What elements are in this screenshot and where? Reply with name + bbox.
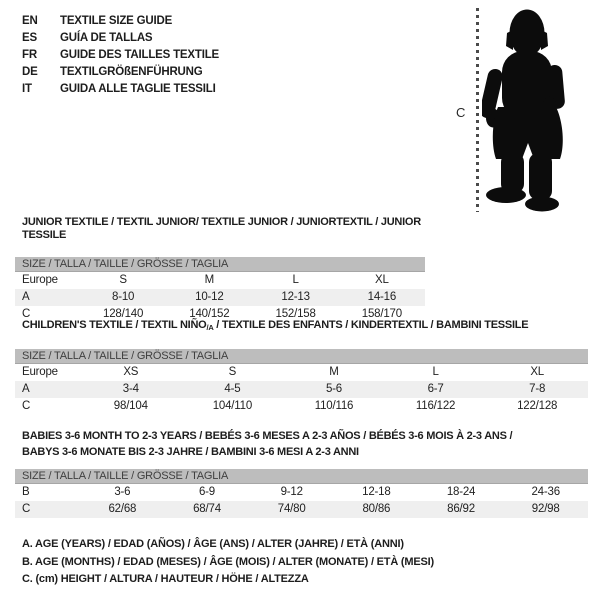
size-cell: 7-8 [529,383,546,395]
row-label: C [22,503,31,515]
size-cell: 18-24 [446,486,476,498]
table-row [15,289,425,306]
height-marker-label: C [456,105,466,120]
size-cell: L [292,274,299,286]
size-header-bar: SIZE / TALLA / TAILLE / GRÖSSE / TAGLIA [15,349,588,364]
table-row [15,398,588,415]
size-cell: 10-12 [195,291,224,303]
size-cell: XL [375,274,389,286]
row-label: A [22,291,30,303]
size-cell: 8-10 [112,291,135,303]
height-dotted-line [476,8,479,212]
size-header-bar: SIZE / TALLA / TAILLE / GRÖSSE / TAGLIA [15,257,425,272]
size-cell: L [432,366,439,378]
table-title [22,428,588,460]
size-cell: 68/74 [193,503,221,515]
table-title-line [22,428,588,444]
language-row [22,47,219,64]
language-row [22,13,219,30]
table-title-text: / TEXTILE DES ENFANTS / KINDERTEXTIL / BAMBINI TESSILE [213,319,529,331]
size-cell: 6-9 [198,486,216,498]
size-cell: 14-16 [367,291,397,303]
language-code: EN [22,15,38,27]
size-cell: 152/158 [275,308,316,320]
childrens-textile-section [15,319,588,415]
table-title-text: BABYS 3-6 MONATE BIS 2-3 JAHRE / BAMBINI 3-6 MESI A 2-3 ANNI [22,446,359,458]
size-cell: 122/128 [517,400,558,412]
size-cell: 98/104 [113,400,148,412]
language-label: GUÍA DE TALLAS [60,32,153,44]
size-cell: 74/80 [277,503,306,515]
table-title-text: JUNIOR TEXTILE / TEXTIL JUNIOR/ TEXTILE JUNIOR / JUNIORTEXTIL / JUNIOR TESSILE [22,216,421,241]
size-cell: 116/122 [415,400,456,412]
size-cell: 12-13 [281,291,310,303]
size-cell: XS [123,366,139,378]
table-row [15,484,588,501]
footnote-line: C. (cm) HEIGHT / ALTURA / HAUTEUR / HÖHE / ALTEZZA [22,573,309,585]
row-label: Europe [22,274,58,286]
row-label: Europe [22,366,58,378]
table-title-text: BABIES 3-6 MONTH TO 2-3 YEARS / BEBÉS 3-6 MESES A 2-3 AÑOS / BÉBÉS 3-6 MOIS À 2-3 ANS / [22,430,513,442]
table-title-line [22,319,588,334]
row-label: C [22,400,31,412]
table-title [22,319,588,334]
table-title-text: /A [206,323,214,332]
size-cell: 128/140 [103,308,144,320]
language-label: GUIDA ALLE TAGLIE TESSILI [60,83,216,95]
footnote-line: B. AGE (MONTHS) / EDAD (MESES) / ÂGE (MOIS) / ALTER (MONATE) / ETÀ (MESI) [22,555,434,568]
language-code: DE [22,66,38,78]
language-row [22,81,219,98]
size-cell: 4-5 [224,383,241,395]
table-row [15,272,425,289]
language-title-list [22,13,219,98]
size-cell: 140/152 [189,308,230,320]
size-cell: M [204,274,215,286]
size-cell: 9-12 [280,486,303,498]
size-cell: 158/170 [361,308,402,320]
size-cell: 12-18 [362,486,391,498]
size-cell: 24-36 [531,486,560,498]
language-row [22,64,219,81]
footnote-line: A. AGE (YEARS) / EDAD (AÑOS) / ÂGE (ANS) / ALTER (JAHRE) / ETÀ (ANNI) [22,538,404,550]
size-cell: S [119,274,127,286]
row-label: B [22,486,30,498]
row-label: C [22,308,31,320]
size-cell: XL [530,366,544,378]
table-title-line [22,216,425,242]
row-label: A [22,383,30,395]
footnotes [22,536,434,589]
language-label: TEXTILGRÖßENFÜHRUNG [60,66,203,78]
junior-textile-section [15,216,425,323]
size-cell: 86/92 [447,503,475,515]
table-row [15,501,588,518]
size-cell: 104/110 [212,400,253,412]
size-cell: 110/116 [314,400,354,412]
table-row [15,381,588,398]
language-code: IT [22,83,32,95]
language-label: TEXTILE SIZE GUIDE [60,15,173,27]
table-title-line [22,444,588,460]
size-cell: 92/98 [531,503,560,515]
size-header-bar: SIZE / TALLA / TAILLE / GRÖSSE / TAGLIA [15,469,588,484]
size-cell: 80/86 [362,503,391,515]
language-code: FR [22,49,37,61]
babies-textile-section [15,428,588,518]
baby-silhouette-icon [482,5,570,213]
language-row [22,30,219,47]
language-label: GUIDE DES TAILLES TEXTILE [60,49,219,61]
size-cell: S [228,366,237,378]
table-title-text: CHILDREN'S TEXTILE / TEXTIL NIÑO [22,319,207,331]
language-code: ES [22,32,37,44]
size-cell: 3-6 [114,486,131,498]
size-cell: 3-4 [122,383,139,395]
size-cell: M [329,366,339,378]
size-cell: 5-6 [325,383,342,395]
table-title [22,216,425,242]
table-row [15,364,588,381]
size-cell: 62/68 [108,503,137,515]
size-cell: 6-7 [427,383,444,395]
